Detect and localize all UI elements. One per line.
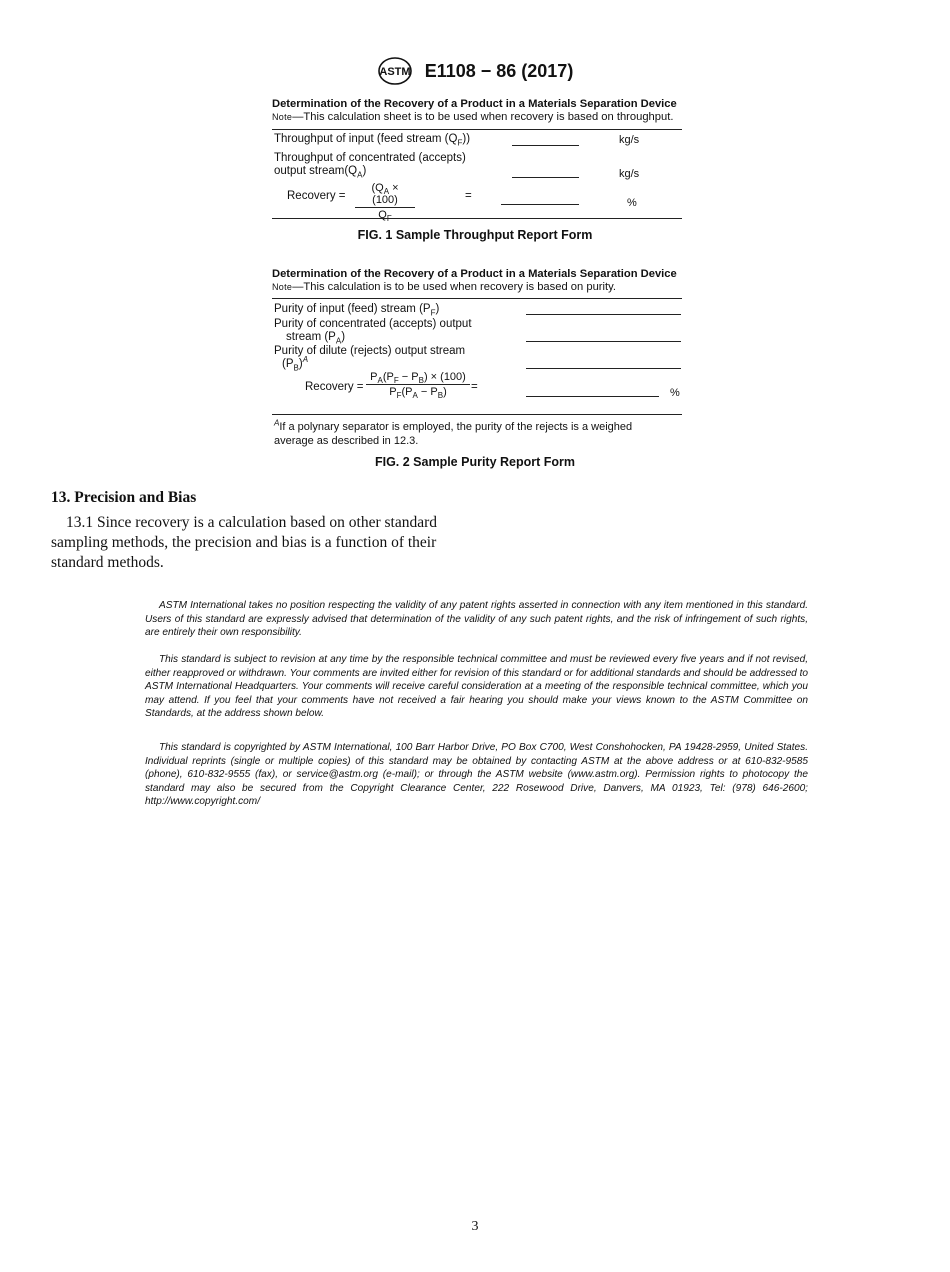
fig2-row-input: Purity of input (feed) stream $(P_F)$	[274, 303, 440, 318]
page-number: 3	[471, 1219, 479, 1234]
astm-logo-icon	[377, 56, 413, 86]
fig2-footnote: $^A$If a polynary separator is employed, the purity of the rejects is a weighed average as described in 12.3.	[274, 418, 633, 447]
fig2-row-concentrated: Purity of concentrated (accepts) output stream $(P_A)$	[274, 318, 472, 346]
fig1-concentrated-unit: kg/s	[619, 168, 640, 180]
fig2-purity-form	[272, 268, 682, 448]
fig1-throughput-form	[272, 98, 682, 224]
fig1-top-rule	[272, 129, 682, 130]
disclaimer-revision: This standard is subject to revision at any time by the responsible technical committee and must be reviewed every five years and if not revised, either reapproved or withdrawn. Your comments are invited either for revision of this standard or for additional standards and should be addressed to ASTM International Headquarters. Your comments will receive careful consideration at a meeting of the responsible technical committee, which you may attend. If you feel that your comments have not received a fair hearing you should make your views known to the ASTM Committee on Standards, at the address shown below.	[145, 654, 809, 720]
fig1-input-blank[interactable]	[512, 145, 579, 146]
fig1-denominator: $Q_F$	[355, 207, 415, 221]
fig1-title: Determination of the Recovery of a Product in a Materials Separation Device	[272, 98, 677, 110]
fig2-note: Note—This calculation is to be used when recovery is based on purity.	[272, 281, 616, 293]
section-paragraph: 13.1 Since recovery is a calculation based on other standard sampling methods, the precision and bias is a function of their standard methods.	[51, 514, 438, 571]
fig2-equals: =	[471, 381, 478, 393]
fig1-recovery-unit: %	[627, 197, 637, 209]
fig2-top-rule	[272, 298, 682, 299]
disclaimer-patent: ASTM International takes no position respecting the validity of any patent rights asserted in connection with any item mentioned in this standard. Users of this standard are expressly advised that determination of the validity of any such patent rights, and the risk of infringement of such rights, are entirely their own responsibility.	[145, 600, 808, 639]
disclaimer-copyright: This standard is copyrighted by ASTM International, 100 Barr Harbor Drive, PO Box C700, West Conshohocken, PA 19428-2959, United States. Individual reprints (single or multiple copies) of this standard may be obtained by contacting ASTM at the above address or at 610-832-9585 (phone), 610-832-9555 (fax), or service@astm.org (e-mail); or through the ASTM website (www.astm.org). Permission rights to photocopy the standard may also be secured from the Copyright Clearance Center, 222 Rosewood Drive, Danvers, MA 01923, Tel: (978) 646-2600; http://www.copyright.com/	[145, 742, 808, 808]
fig2-row-dilute: Purity of dilute (rejects) output stream $(P_B)^A$	[274, 345, 466, 373]
section-heading: 13. Precision and Bias	[51, 489, 197, 506]
fig1-note: Note—This calculation sheet is to be used when recovery is based on throughput.	[272, 111, 674, 123]
fig1-input-unit: kg/s	[619, 134, 640, 146]
fig2-recovery-unit: %	[670, 387, 680, 399]
fig1-concentrated-blank[interactable]	[512, 177, 579, 178]
fig2-denominator: $P_F(P_A - P_B)$	[366, 384, 470, 398]
fig2-recovery-fraction	[366, 371, 470, 401]
fig1-bottom-rule	[272, 218, 682, 219]
logo-text: ASTM	[379, 66, 411, 78]
fig1-caption: FIG. 1 Sample Throughput Report Form	[357, 228, 593, 242]
fig1-numerator: ($Q_A \times (100)$	[371, 182, 399, 206]
fig2-input-blank[interactable]	[526, 314, 681, 315]
fig1-row-input: Throughput of input (feed stream $(Q_F)$)	[274, 133, 471, 148]
page-header	[0, 56, 950, 86]
fig2-recovery-blank[interactable]	[526, 396, 659, 397]
standard-designation: E1108 − 86 (2017)	[424, 60, 574, 81]
fig1-equals: =	[465, 190, 472, 202]
fig1-recovery-label: Recovery =	[287, 190, 346, 202]
fig2-dilute-blank[interactable]	[526, 368, 681, 369]
fig2-title: Determination of the Recovery of a Product in a Materials Separation Device	[272, 268, 677, 280]
fig2-bottom-rule	[272, 414, 682, 415]
fig2-numerator: $P_A(P_F - P_B) \times (100)$	[370, 371, 466, 386]
fig1-row-concentrated: Throughput of concentrated (accepts) output $stream(Q_A)$	[274, 152, 466, 180]
fig2-recovery-label: Recovery =	[305, 381, 364, 393]
fig2-concentrated-blank[interactable]	[526, 341, 681, 342]
fig2-caption: FIG. 2 Sample Purity Report Form	[374, 455, 576, 469]
fig1-recovery-blank[interactable]	[501, 204, 579, 205]
fig1-recovery-fraction	[355, 182, 415, 224]
